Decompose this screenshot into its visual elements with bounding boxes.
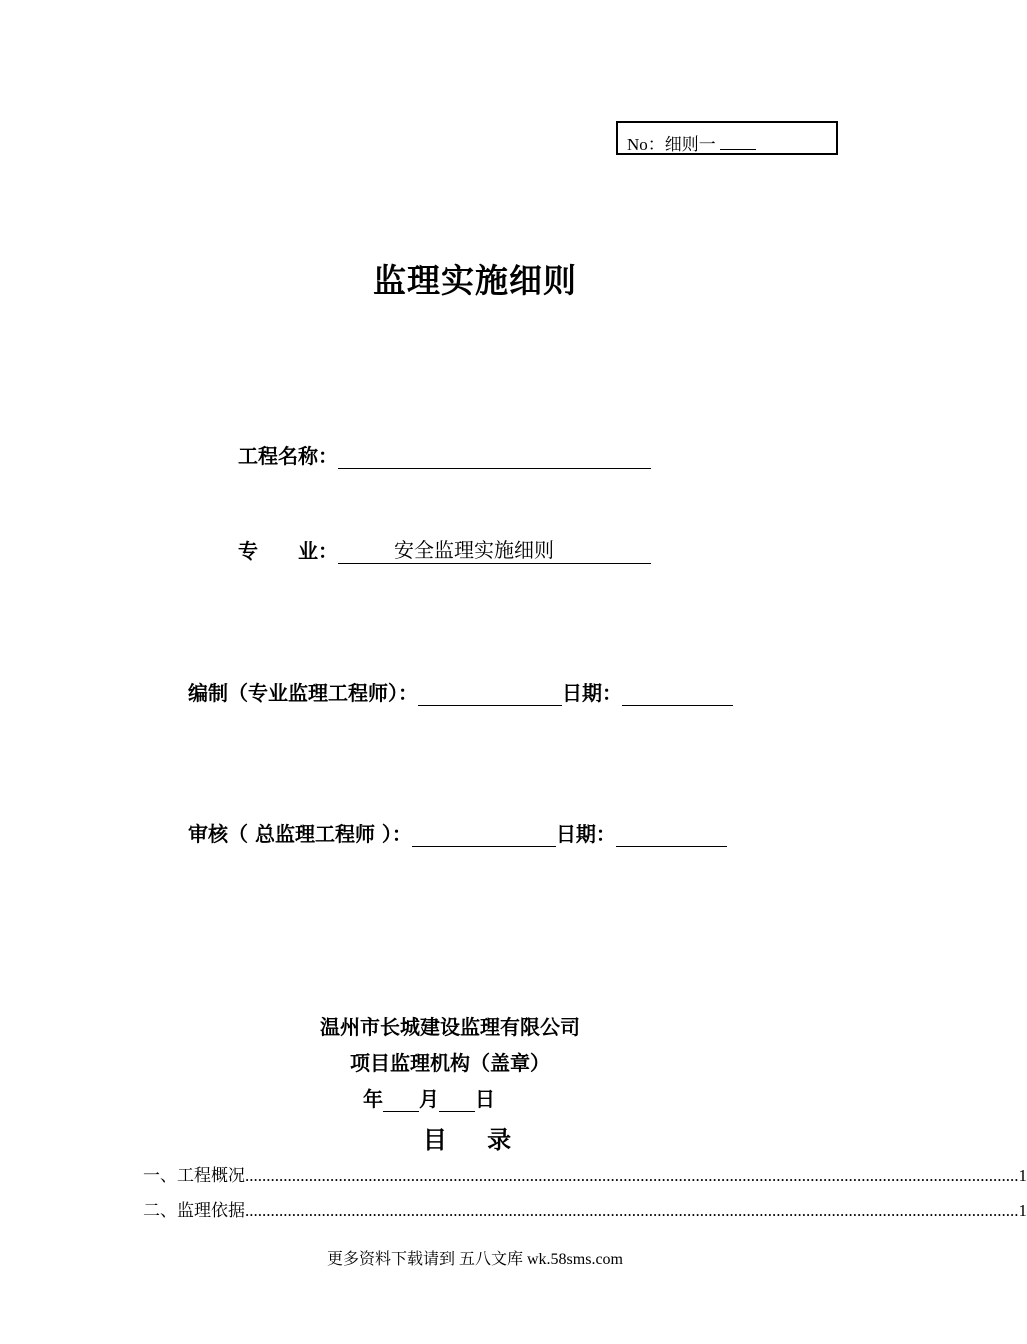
footer-download-note[interactable]: 更多资料下载请到 五八文库 wk.58sms.com <box>326 1251 623 1268</box>
reviewer-label: 审核（ 总监理工程师 ）： <box>188 822 412 846</box>
seal-month-blank <box>383 1089 419 1112</box>
reviewer-date-blank <box>616 822 727 847</box>
specialty-row <box>238 535 651 564</box>
reviewer-date-label: 日期： <box>555 822 616 846</box>
seal-day-blank <box>439 1089 475 1112</box>
project-name-row <box>238 440 651 469</box>
toc-item-label: 二、监理依据 <box>143 1201 245 1220</box>
company-name: 温州市长城建设监理有限公司 <box>320 1015 580 1039</box>
toc-item-page: 1 <box>1018 1201 1027 1220</box>
compiler-date-blank <box>622 681 733 706</box>
seal-date <box>363 1083 495 1112</box>
project-name-blank <box>338 444 651 469</box>
toc-item-label: 一、工程概况 <box>143 1166 245 1185</box>
document-title: 监理实施细则 <box>373 261 577 300</box>
compiler-label: 编制（专业监理工程师）： <box>188 681 418 705</box>
toc-leader-dots: ...................................................................................................................................................................................... <box>245 1166 1019 1185</box>
document-number-blank <box>720 135 756 150</box>
compiler-date-label: 日期： <box>562 681 622 705</box>
seal-year: 年 <box>363 1087 383 1111</box>
reviewer-blank <box>412 822 556 847</box>
seal-month: 月 <box>419 1087 439 1111</box>
toc-item-page: 1 <box>1018 1166 1027 1185</box>
document-number: No：细则一 <box>627 130 756 155</box>
toc-item[interactable] <box>143 1161 1027 1186</box>
compiler-row <box>188 677 733 706</box>
reviewer-row <box>188 818 727 847</box>
toc-item[interactable] <box>143 1196 1027 1221</box>
toc-leader-dots: ...................................................................................................................................................................................... <box>245 1201 1019 1220</box>
specialty-value: 安全监理实施细则 <box>394 538 554 562</box>
seal-day: 日 <box>475 1087 495 1111</box>
document-number-box <box>616 121 838 155</box>
compiler-blank <box>418 681 562 706</box>
specialty-label: 专 业： <box>238 539 338 563</box>
toc-title: 目 录 <box>422 1126 528 1154</box>
project-name-label: 工程名称： <box>238 444 338 468</box>
project-department: 项目监理机构（盖章） <box>350 1051 550 1075</box>
specialty-blank <box>338 539 651 564</box>
